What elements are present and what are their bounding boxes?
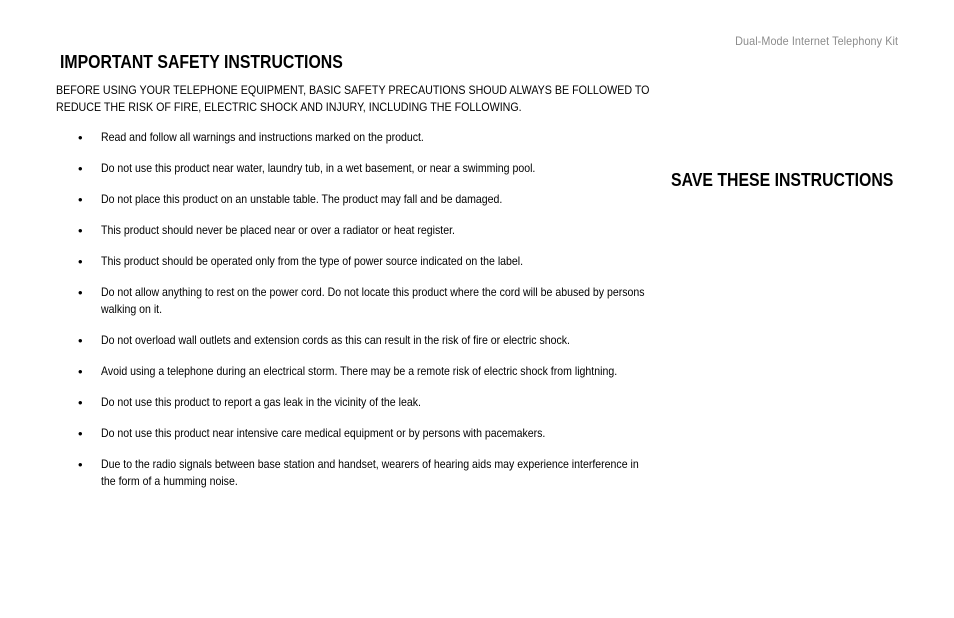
list-item	[56, 363, 656, 380]
list-item	[56, 253, 656, 270]
list-item	[56, 394, 656, 411]
bullet-icon: •	[78, 130, 83, 145]
list-item-text: Read and follow all warnings and instructions marked on the product.	[101, 130, 424, 144]
list-item	[56, 222, 656, 239]
list-item-text: Do not use this product to report a gas leak in the vicinity of the leak.	[101, 395, 421, 409]
list-item-text: Due to the radio signals between base station and handset, wearers of hearing aids may experience interference in the form of a humming noise.	[101, 457, 639, 488]
bullet-icon: •	[78, 457, 83, 472]
bullet-icon: •	[78, 333, 83, 348]
save-instructions-heading: SAVE THESE INSTRUCTIONS	[671, 170, 894, 190]
bullet-icon: •	[78, 395, 83, 410]
page-title: IMPORTANT SAFETY INSTRUCTIONS	[60, 52, 343, 72]
bullet-icon: •	[78, 285, 83, 300]
list-item	[56, 284, 656, 318]
list-item-text: Do not use this product near intensive care medical equipment or by persons with pacemakers.	[101, 426, 546, 440]
list-item-text: Avoid using a telephone during an electrical storm. There may be a remote risk of electric shock from lightning.	[101, 364, 618, 378]
safety-section	[56, 50, 656, 504]
running-header: Dual-Mode Internet Telephony Kit	[735, 34, 898, 48]
list-item-text: Do not allow anything to rest on the power cord. Do not locate this product where the cord will be abused by persons walking on it.	[101, 285, 645, 316]
bullet-icon: •	[78, 254, 83, 269]
intro-paragraph: BEFORE USING YOUR TELEPHONE EQUIPMENT, BASIC SAFETY PRECAUTIONS SHOUD ALWAYS BE FOLLOWED TO REDUCE THE RISK OF FIRE, ELECTRIC SHOCK AND INJURY, INCLUDING THE FOLLOWING.	[56, 83, 650, 114]
bullet-icon: •	[78, 364, 83, 379]
list-item-text: This product should never be placed near or over a radiator or heat register.	[101, 223, 455, 237]
list-item	[56, 332, 656, 349]
list-item-text: Do not use this product near water, laundry tub, in a wet basement, or near a swimming pool.	[101, 161, 536, 175]
bullet-icon: •	[78, 223, 83, 238]
bullet-icon: •	[78, 426, 83, 441]
list-item	[56, 191, 656, 208]
list-item	[56, 129, 656, 146]
list-item	[56, 160, 656, 177]
list-item-text: Do not overload wall outlets and extension cords as this can result in the risk of fire or electric shock.	[101, 333, 570, 347]
list-item	[56, 456, 656, 490]
list-item	[56, 425, 656, 442]
list-item-text: Do not place this product on an unstable table. The product may fall and be damaged.	[101, 192, 503, 206]
safety-list	[56, 129, 656, 490]
list-item-text: This product should be operated only from the type of power source indicated on the label.	[101, 254, 524, 268]
bullet-icon: •	[78, 161, 83, 176]
bullet-icon: •	[78, 192, 83, 207]
